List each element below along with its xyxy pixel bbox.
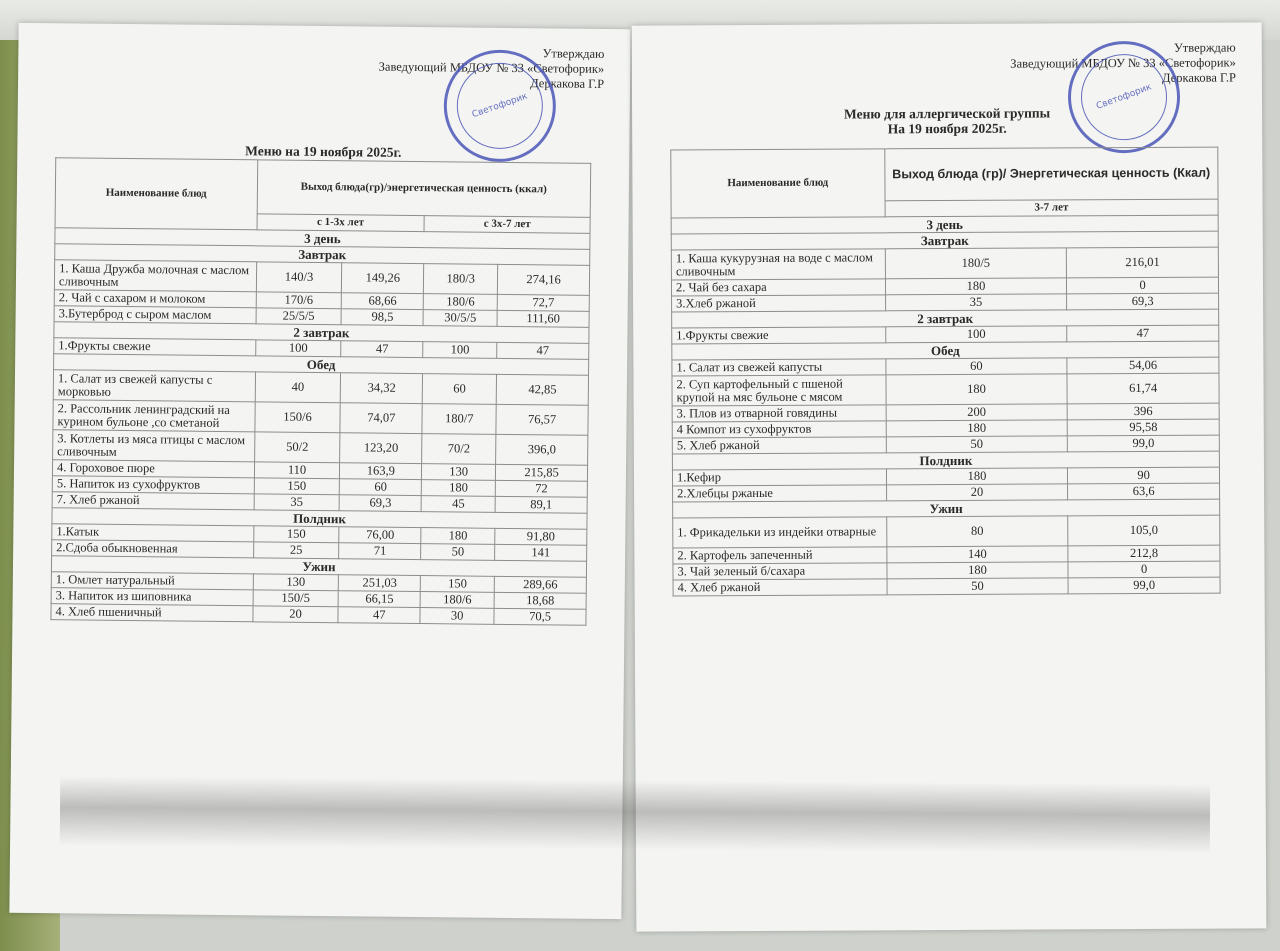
- value-cell: 180: [421, 528, 495, 545]
- section-header: Обед: [672, 341, 1219, 360]
- value-cell: 180: [886, 374, 1068, 405]
- value-cell: 180/6: [420, 592, 494, 609]
- value-cell: 95,58: [1067, 419, 1219, 436]
- value-cell: 251,03: [339, 575, 421, 592]
- dish-name-cell: 1. Каша кукурузная на воде с маслом сливочным: [671, 249, 885, 280]
- column-header-age-3-7: 3-7 лет: [885, 199, 1218, 217]
- column-header-age-3-7: с 3х-7 лет: [424, 216, 590, 234]
- value-cell: 34,32: [341, 373, 423, 404]
- menu-table: [670, 147, 1220, 597]
- approval-line: Заведующий МБДОУ № 33 «Светофорик»: [378, 59, 605, 76]
- menu-sheet-allergy: [632, 22, 1267, 931]
- value-cell: 50/2: [254, 432, 340, 463]
- value-cell: 20: [253, 606, 339, 623]
- value-cell: 72: [495, 480, 587, 497]
- stamp-seal: Светофорик: [1068, 41, 1181, 154]
- dish-name-cell: 1.Катык: [52, 524, 254, 542]
- value-cell: 180/6: [423, 294, 497, 311]
- approval-line: Заведующий МБДОУ № 33 «Светофорик»: [1010, 55, 1236, 71]
- value-cell: 70/2: [422, 434, 496, 465]
- value-cell: 111,60: [497, 310, 589, 327]
- dish-name-cell: 1.Фрукты свежие: [672, 327, 886, 344]
- dish-name-cell: 3. Плов из отварной говядины: [672, 405, 886, 422]
- stamp-seal: Светофорик: [443, 49, 556, 162]
- value-cell: 45: [421, 496, 495, 513]
- value-cell: 180/7: [422, 404, 496, 435]
- value-cell: 30/5/5: [423, 310, 497, 327]
- dish-name-cell: 2.Хлебцы ржаные: [673, 485, 887, 502]
- value-cell: 180: [886, 420, 1068, 437]
- value-cell: 60: [886, 358, 1068, 375]
- value-cell: 35: [254, 494, 340, 511]
- value-cell: 180: [887, 562, 1069, 579]
- page-title: Меню на 19 ноября 2025г.: [245, 143, 402, 160]
- value-cell: 20: [886, 484, 1068, 501]
- value-cell: 72,7: [497, 294, 589, 311]
- value-cell: 18,68: [494, 592, 586, 609]
- value-cell: 50: [886, 436, 1068, 453]
- value-cell: 110: [254, 462, 340, 479]
- value-cell: 89,1: [495, 496, 587, 513]
- column-header-age-1-3: с 1-3х лет: [257, 214, 425, 232]
- dish-name-cell: 5. Напиток из сухофруктов: [52, 476, 254, 494]
- section-header: Ужин: [51, 556, 586, 578]
- value-cell: 47: [497, 342, 589, 359]
- value-cell: 141: [495, 544, 587, 561]
- value-cell: 215,85: [496, 464, 588, 481]
- page-title: Меню для аллергической группы: [843, 105, 1051, 122]
- value-cell: 396: [1067, 403, 1219, 420]
- section-header: Завтрак: [55, 244, 590, 266]
- approval-line: Деркакова Г.Р: [530, 76, 605, 91]
- section-header: 2 завтрак: [672, 309, 1219, 328]
- dish-name-cell: 2.Сдоба обыкновенная: [52, 540, 254, 558]
- dish-name-cell: 1. Салат из свежей капусты с морковью: [53, 370, 255, 402]
- approval-line: Утверждаю: [1173, 40, 1236, 55]
- value-cell: 69,3: [340, 495, 422, 512]
- value-cell: 71: [339, 543, 421, 560]
- value-cell: 130: [422, 464, 496, 481]
- section-header: Завтрак: [671, 231, 1218, 250]
- dish-name-cell: 4. Хлеб ржаной: [673, 579, 887, 596]
- value-cell: 100: [423, 342, 497, 359]
- value-cell: 170/6: [256, 292, 342, 309]
- value-cell: 63,6: [1068, 483, 1220, 500]
- value-cell: 68,66: [342, 293, 424, 310]
- dish-name-cell: 4. Хлеб пшеничный: [51, 604, 253, 622]
- value-cell: 99,0: [1068, 577, 1220, 594]
- value-cell: 80: [886, 516, 1068, 547]
- value-cell: 130: [253, 574, 339, 591]
- dish-name-cell: 2. Суп картофельный с пшеной крупой на мяс бульоне с мясом: [672, 375, 886, 406]
- value-cell: 91,80: [495, 528, 587, 545]
- value-cell: 274,16: [498, 264, 590, 295]
- value-cell: 140: [886, 546, 1068, 563]
- value-cell: 25: [253, 542, 339, 559]
- value-cell: 76,00: [339, 527, 421, 544]
- table-row: [671, 247, 1218, 280]
- value-cell: 396,0: [496, 434, 588, 465]
- section-header: Ужин: [673, 499, 1220, 518]
- section-header: Полдник: [672, 451, 1219, 470]
- dish-name-cell: 2. Чай с сахаром и молоком: [54, 290, 256, 308]
- value-cell: 200: [886, 404, 1068, 421]
- column-header-output: Выход блюда(гр)/энергетическая ценность (ккал): [257, 160, 591, 217]
- value-cell: 66,15: [339, 591, 421, 608]
- value-cell: 60: [340, 479, 422, 496]
- value-cell: 98,5: [341, 309, 423, 326]
- value-cell: 47: [341, 341, 423, 358]
- page-subtitle: На 19 ноября 2025г.: [887, 120, 1007, 137]
- value-cell: 180/5: [885, 248, 1067, 279]
- dish-name-cell: 3. Напиток из шиповника: [51, 588, 253, 606]
- dish-name-cell: 1. Фрикадельки из индейки отварные: [673, 517, 887, 548]
- value-cell: 60: [422, 374, 496, 405]
- day-label: 3 день: [55, 228, 590, 250]
- value-cell: 100: [255, 340, 341, 357]
- column-header-name: Наименование блюд: [55, 158, 257, 230]
- section-header: 2 завтрак: [54, 322, 589, 344]
- menu-sheet-general: [9, 23, 630, 919]
- value-cell: 150: [254, 478, 340, 495]
- value-cell: 0: [1068, 561, 1220, 578]
- approval-line: Деркакова Г.Р: [1161, 70, 1236, 85]
- section-header: Обед: [54, 354, 589, 376]
- value-cell: 99,0: [1068, 435, 1220, 452]
- value-cell: 47: [1067, 325, 1219, 342]
- value-cell: 140/3: [256, 262, 342, 293]
- value-cell: 180: [422, 480, 496, 497]
- value-cell: 76,57: [496, 404, 588, 435]
- value-cell: 100: [885, 326, 1067, 343]
- value-cell: 25/5/5: [256, 308, 342, 325]
- value-cell: 50: [887, 578, 1069, 595]
- value-cell: 150/5: [253, 590, 339, 607]
- dish-name-cell: 2. Чай без сахара: [671, 279, 885, 296]
- menu-table: [50, 157, 591, 626]
- value-cell: 69,3: [1067, 293, 1219, 310]
- column-header-name: Наименование блюд: [671, 149, 885, 218]
- dish-name-cell: 1.Фрукты свежие: [54, 338, 256, 356]
- value-cell: 30: [420, 608, 494, 625]
- table-row: [673, 577, 1220, 596]
- day-label: 3 день: [671, 215, 1218, 234]
- section-header: Полдник: [52, 508, 587, 530]
- dish-name-cell: 3.Хлеб ржаной: [672, 295, 886, 312]
- table-row: [672, 373, 1219, 406]
- value-cell: 212,8: [1068, 545, 1220, 562]
- value-cell: 42,85: [496, 374, 588, 405]
- value-cell: 35: [885, 294, 1067, 311]
- value-cell: 289,66: [494, 576, 586, 593]
- value-cell: 40: [255, 372, 341, 403]
- value-cell: 74,07: [340, 403, 422, 434]
- dish-name-cell: 1. Каша Дружба молочная с маслом сливочным: [54, 260, 256, 292]
- value-cell: 70,5: [494, 608, 586, 625]
- dish-name-cell: 7. Хлеб ржаной: [52, 492, 254, 510]
- column-header-output: Выход блюда (гр)/ Энергетическая ценность (Ккал): [884, 147, 1218, 201]
- value-cell: 149,26: [342, 263, 424, 294]
- value-cell: 105,0: [1068, 515, 1220, 546]
- value-cell: 150: [253, 526, 339, 543]
- dish-name-cell: 1.Кефир: [672, 469, 886, 486]
- dish-name-cell: 2. Рассольник ленинградский на курином бульоне ,со сметаной: [53, 400, 255, 432]
- value-cell: 180/3: [424, 264, 498, 295]
- dish-name-cell: 4. Гороховое пюре: [52, 460, 254, 478]
- value-cell: 54,06: [1067, 357, 1219, 374]
- dish-name-cell: 3. Котлеты из мяса птицы с маслом сливочным: [53, 430, 255, 462]
- dish-name-cell: 4 Компот из сухофруктов: [672, 421, 886, 438]
- dish-name-cell: 3. Чай зеленый б/сахара: [673, 563, 887, 580]
- dish-name-cell: 3.Бутерброд с сыром маслом: [54, 306, 256, 324]
- value-cell: 150/6: [255, 402, 341, 433]
- value-cell: 180: [885, 278, 1067, 295]
- table-row: [673, 515, 1220, 548]
- approval-line: Утверждаю: [542, 46, 605, 61]
- value-cell: 123,20: [340, 433, 422, 464]
- value-cell: 0: [1067, 277, 1219, 294]
- value-cell: 163,9: [340, 463, 422, 480]
- value-cell: 150: [421, 576, 495, 593]
- value-cell: 90: [1068, 467, 1220, 484]
- value-cell: 61,74: [1067, 373, 1219, 404]
- value-cell: 216,01: [1067, 247, 1219, 278]
- dish-name-cell: 1. Омлет натуральный: [51, 572, 253, 590]
- value-cell: 47: [338, 607, 420, 624]
- dish-name-cell: 5. Хлеб ржаной: [672, 437, 886, 454]
- value-cell: 180: [886, 468, 1068, 485]
- dish-name-cell: 1. Салат из свежей капусты: [672, 359, 886, 376]
- value-cell: 50: [421, 544, 495, 561]
- dish-name-cell: 2. Картофель запеченный: [673, 547, 887, 564]
